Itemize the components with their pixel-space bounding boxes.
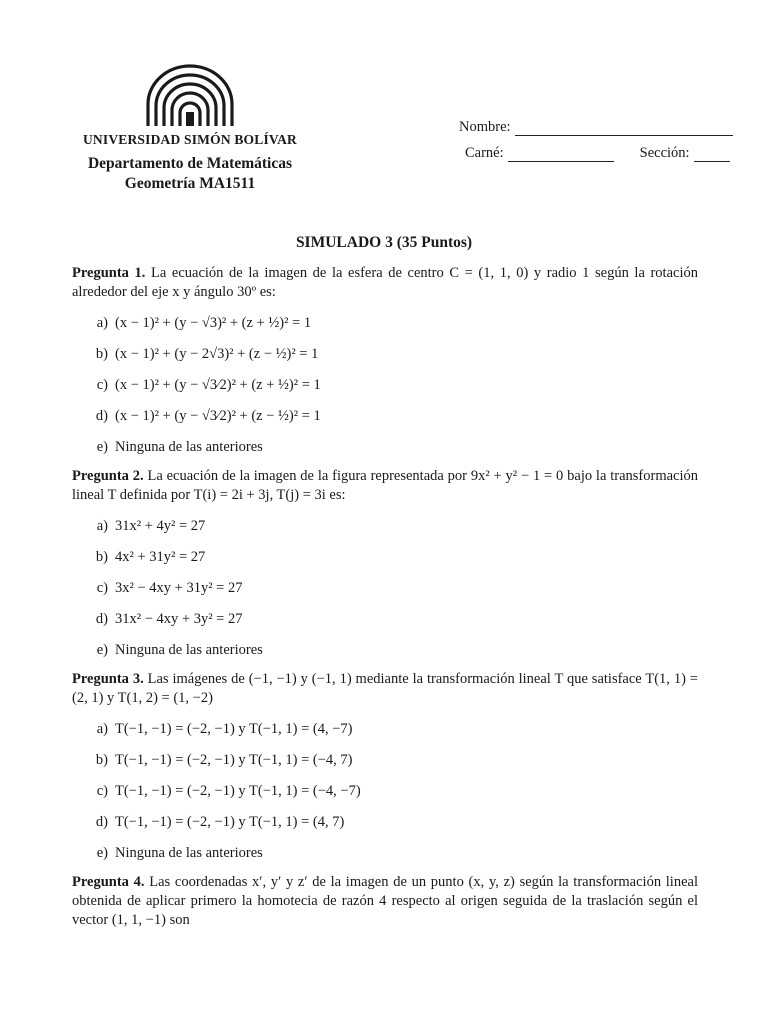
question-text [72, 264, 698, 302]
nombre-row [440, 110, 740, 136]
option-letter: c) [96, 783, 108, 799]
option-e[interactable] [72, 838, 698, 869]
option-letter: b) [95, 346, 108, 362]
option-text: Ninguna de las anteriores [115, 845, 263, 861]
option-b[interactable] [72, 542, 698, 573]
option-a[interactable] [72, 308, 698, 339]
option-a[interactable] [72, 714, 698, 745]
question-body: La ecuación de la imagen de la esfera de centro C = (1, 1, 0) y radio 1 según la rotación alrededor del eje x y ángulo 30º es: [72, 265, 698, 300]
option-e[interactable] [72, 635, 698, 666]
options-list [72, 511, 698, 666]
carne-field[interactable] [508, 147, 614, 162]
questions-container [72, 264, 698, 932]
question-body: Las imágenes de (−1, −1) y (−1, 1) mediante la transformación lineal T que satisface T(1, 1) = (2, 1) y T(1, 2) = (1, −2) [72, 671, 698, 706]
option-text: Ninguna de las anteriores [115, 439, 263, 455]
options-list [72, 308, 698, 463]
option-text: T(−1, −1) = (−2, −1) y T(−1, 1) = (−4, 7) [115, 752, 353, 768]
option-text: Ninguna de las anteriores [115, 642, 263, 658]
option-text: (x − 1)² + (y − √3⁄2)² + (z − ½)² = 1 [115, 408, 321, 424]
option-b[interactable] [72, 745, 698, 776]
option-b[interactable] [72, 339, 698, 370]
question-body: La ecuación de la imagen de la figura representada por 9x² + y² − 1 = 0 bajo la transformación lineal T definida por T(i) = 2i + 3j, T(j) = 3i es: [72, 468, 698, 503]
university-name: UNIVERSIDAD SIMÓN BOLÍVAR [82, 132, 298, 147]
option-d[interactable] [72, 401, 698, 432]
question-label: Pregunta 3. [72, 671, 144, 687]
option-letter: e) [96, 439, 108, 455]
option-d[interactable] [72, 604, 698, 635]
option-letter: a) [96, 721, 108, 737]
question-label: Pregunta 2. [72, 468, 144, 484]
option-d[interactable] [72, 807, 698, 838]
option-e[interactable] [72, 432, 698, 463]
option-c[interactable] [72, 573, 698, 604]
seccion-field[interactable] [694, 147, 730, 162]
seccion-label: Sección: [639, 145, 690, 161]
question-label: Pregunta 1. [72, 265, 146, 281]
university-logo-icon [142, 64, 238, 130]
option-text: 4x² + 31y² = 27 [115, 549, 206, 565]
nombre-label: Nombre: [459, 119, 511, 135]
option-text: T(−1, −1) = (−2, −1) y T(−1, 1) = (4, −7) [115, 721, 353, 737]
carne-seccion-row [440, 136, 740, 162]
option-text: (x − 1)² + (y − √3)² + (z + ½)² = 1 [115, 315, 312, 331]
option-letter: c) [96, 377, 108, 393]
option-text: (x − 1)² + (y − 2√3)² + (z − ½)² = 1 [115, 346, 319, 362]
option-letter: b) [95, 752, 108, 768]
option-letter: c) [96, 580, 108, 596]
option-letter: d) [95, 814, 108, 830]
option-text: T(−1, −1) = (−2, −1) y T(−1, 1) = (4, 7) [115, 814, 345, 830]
options-list [72, 714, 698, 869]
course-name: Geometría MA1511 [124, 175, 256, 192]
option-text: T(−1, −1) = (−2, −1) y T(−1, 1) = (−4, −7) [115, 783, 361, 799]
option-letter: e) [96, 845, 108, 861]
question-2 [72, 467, 698, 666]
option-text: 3x² − 4xy + 31y² = 27 [115, 580, 243, 596]
question-body: Las coordenadas x′, y′ y z′ de la imagen de un punto (x, y, z) según la transformación lineal obtenida de aplicar primero la homotecia de razón 4 respecto al origen seguida de la traslación según el vector (1, 1, −1) son [72, 874, 698, 928]
institution-header [64, 64, 316, 194]
question-3 [72, 670, 698, 869]
student-fields [440, 110, 740, 162]
carne-label: Carné: [465, 145, 504, 161]
option-text: 31x² + 4y² = 27 [115, 518, 206, 534]
option-a[interactable] [72, 511, 698, 542]
question-label: Pregunta 4. [72, 874, 145, 890]
question-4 [72, 873, 698, 930]
option-text: 31x² − 4xy + 3y² = 27 [115, 611, 243, 627]
option-letter: a) [96, 315, 108, 331]
question-1 [72, 264, 698, 463]
option-c[interactable] [72, 776, 698, 807]
option-letter: a) [96, 518, 108, 534]
option-text: (x − 1)² + (y − √3⁄2)² + (z + ½)² = 1 [115, 377, 321, 393]
question-text [72, 467, 698, 505]
question-text [72, 670, 698, 708]
option-letter: b) [95, 549, 108, 565]
department-name: Departamento de Matemáticas [87, 155, 293, 172]
option-letter: e) [96, 642, 108, 658]
nombre-field[interactable] [515, 121, 733, 136]
question-text [72, 873, 698, 930]
option-letter: d) [95, 408, 108, 424]
option-c[interactable] [72, 370, 698, 401]
exam-title: SIMULADO 3 (35 Puntos) [295, 234, 473, 251]
option-letter: d) [95, 611, 108, 627]
